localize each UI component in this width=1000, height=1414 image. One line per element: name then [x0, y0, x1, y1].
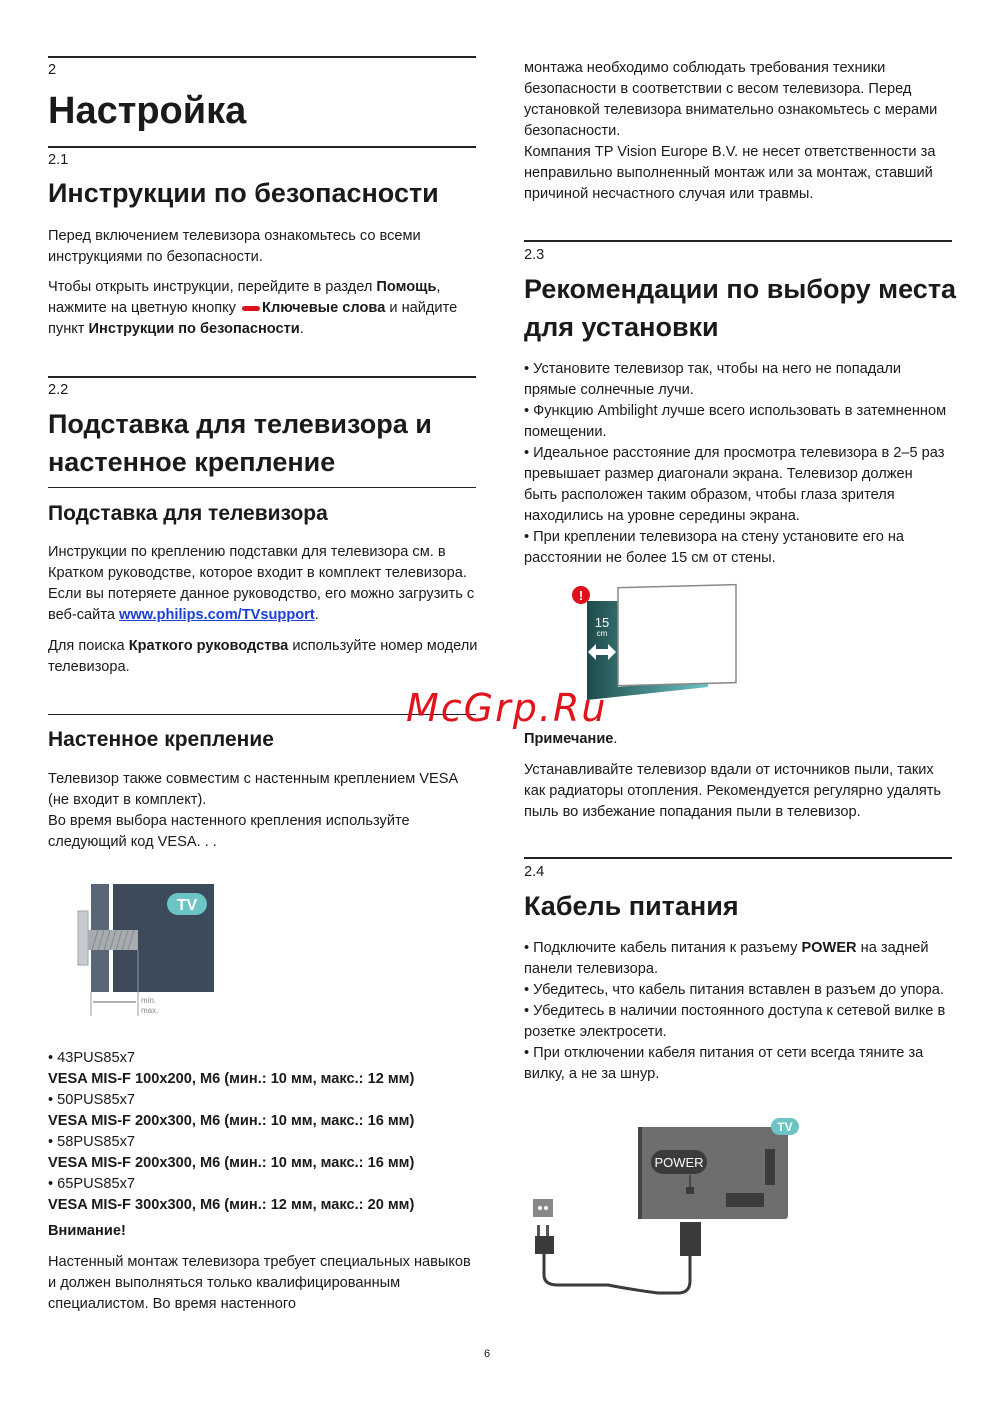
tv-connector-icon: [680, 1222, 701, 1256]
list-item: • Идеальное расстояние для просмотра телевизора в 2–5 раз превышает размер диагонали экрана. Телевизор должен быть расположен таким образом, чтобы глаза зрителя находились на уровне середины экрана.: [524, 445, 945, 524]
list-item: • При креплении телевизора на стену установите его на расстоянии не более 15 см от стены.: [524, 529, 905, 566]
divider: [48, 146, 476, 148]
divider: [48, 487, 476, 488]
list-item: • При отключении кабеля питания от сети всегда тяните за вилку, а не за шнур.: [524, 1045, 924, 1082]
divider: [524, 240, 952, 242]
model-item: • 50PUS85x7: [48, 1092, 136, 1108]
list-item: • Установите телевизор так, чтобы на него не попадали прямые солнечные лучи.: [524, 361, 902, 398]
section-title: Инструкции по безопасности: [48, 178, 439, 208]
power-cable-list: [524, 938, 954, 1085]
chapter-title: Настройка: [48, 90, 247, 132]
svg-text:TV: TV: [777, 1120, 793, 1134]
vesa-mount-illustration: [70, 878, 230, 1023]
section-title-line: для установки: [524, 312, 719, 342]
paragraph: Перед включением телевизора ознакомьтесь со всеми инструкциями по безопасности.: [48, 228, 421, 265]
watermark: McGrp.Ru: [406, 686, 608, 730]
section-number: 2.2: [48, 382, 69, 398]
vesa-model-list: [48, 1048, 488, 1216]
paragraph: Для поиска Краткого руководства используйте номер модели телевизора.: [48, 638, 478, 675]
section-number: 2.3: [524, 247, 545, 263]
list-item: • Подключите кабель питания к разъему POWER на задней панели телевизора.: [524, 940, 929, 977]
model-item: • 43PUS85x7: [48, 1050, 136, 1066]
model-item: • 65PUS85x7: [48, 1176, 136, 1192]
vesa-spec: VESA MIS-F 200x300, M6 (мин.: 10 мм, макс.: 16 мм): [48, 1155, 415, 1171]
paragraph: Чтобы открыть инструкции, перейдите в раздел Помощь, нажмите на цветную кнопку Ключевые слова и найдите пункт Инструкции по безопасности.: [48, 279, 458, 337]
page-number: 6: [484, 1348, 491, 1360]
paragraph: Настенный монтаж телевизора требует специальных навыков и должен выполняться только квалифицированным специалистом. Во время настенного: [48, 1254, 471, 1312]
svg-text:15: 15: [594, 615, 610, 630]
paragraph: Телевизор также совместим с настенным креплением VESA (не входит в комплект).: [48, 771, 458, 808]
svg-text:min.: min.: [141, 996, 157, 1005]
red-key-icon: [242, 306, 260, 311]
vesa-spec: VESA MIS-F 100x200, M6 (мин.: 10 мм, макс.: 12 мм): [48, 1071, 415, 1087]
power-cable-illustration: [528, 1115, 803, 1305]
section-number: 2: [48, 62, 57, 78]
paragraph: монтажа необходимо соблюдать требования техники безопасности в соответствии с весом телевизора. Перед установкой телевизора внимательно ознакомьтесь с мерами безопасности.: [524, 60, 938, 139]
svg-text:TV: TV: [176, 897, 198, 914]
vesa-spec: VESA MIS-F 300x300, M6 (мин.: 12 мм, макс.: 20 мм): [48, 1197, 415, 1213]
section-number: 2.1: [48, 152, 69, 168]
warning-heading: Внимание!: [48, 1223, 126, 1239]
paragraph: Инструкции по креплению подставки для телевизора см. в Кратком руководстве, которое входит в комплект телевизора. Если вы потеряете данное руководство, его можно загрузить с веб-сайта www.philips.com/TVsupport.: [48, 544, 475, 623]
paragraph: Устанавливайте телевизор вдали от источников пыли, таких как радиаторы отопления. Рекомендуется регулярно удалять пыль во избежание попадания пыли в телевизор.: [524, 762, 942, 820]
section-number: 2.4: [524, 864, 545, 880]
list-item: • Убедитесь в наличии постоянного доступа к сетевой вилке в розетке электросети.: [524, 1003, 946, 1040]
wall-distance-illustration: [568, 583, 743, 703]
svg-text:!: !: [578, 588, 584, 603]
svg-text:cm: cm: [596, 629, 608, 638]
svg-text:POWER: POWER: [654, 1155, 704, 1170]
paragraph: Компания TP Vision Europe B.V. не несет ответственности за неправильно выполненный монтаж или за монтаж, ставший причиной несчастного случая или травмы.: [524, 144, 936, 202]
section-title-line: Рекомендации по выбору места: [524, 274, 957, 304]
subsection-title: Настенное крепление: [48, 728, 274, 751]
subsection-title: Подставка для телевизора: [48, 502, 328, 525]
note-heading: Примечание.: [524, 731, 618, 747]
list-item: • Убедитесь, что кабель питания вставлен в разъем до упора.: [524, 982, 944, 998]
divider: [48, 376, 476, 378]
placement-list: [524, 359, 949, 569]
divider: [524, 857, 952, 859]
wall-socket-icon: [533, 1199, 553, 1217]
divider: [48, 56, 476, 58]
vesa-spec: VESA MIS-F 200x300, M6 (мин.: 10 мм, макс.: 16 мм): [48, 1113, 415, 1129]
section-title-line: Подставка для телевизора и: [48, 409, 432, 439]
support-link[interactable]: www.philips.com/TVsupport: [119, 607, 315, 623]
section-title: Кабель питания: [524, 891, 739, 921]
paragraph: Во время выбора настенного крепления используйте следующий код VESA. . .: [48, 813, 410, 850]
model-item: • 58PUS85x7: [48, 1134, 136, 1150]
svg-text:max.: max.: [141, 1006, 159, 1015]
list-item: • Функцию Ambilight лучше всего использовать в затемненном помещении.: [524, 403, 947, 440]
section-title-line: настенное крепление: [48, 447, 336, 477]
power-plug-icon: [535, 1236, 554, 1254]
